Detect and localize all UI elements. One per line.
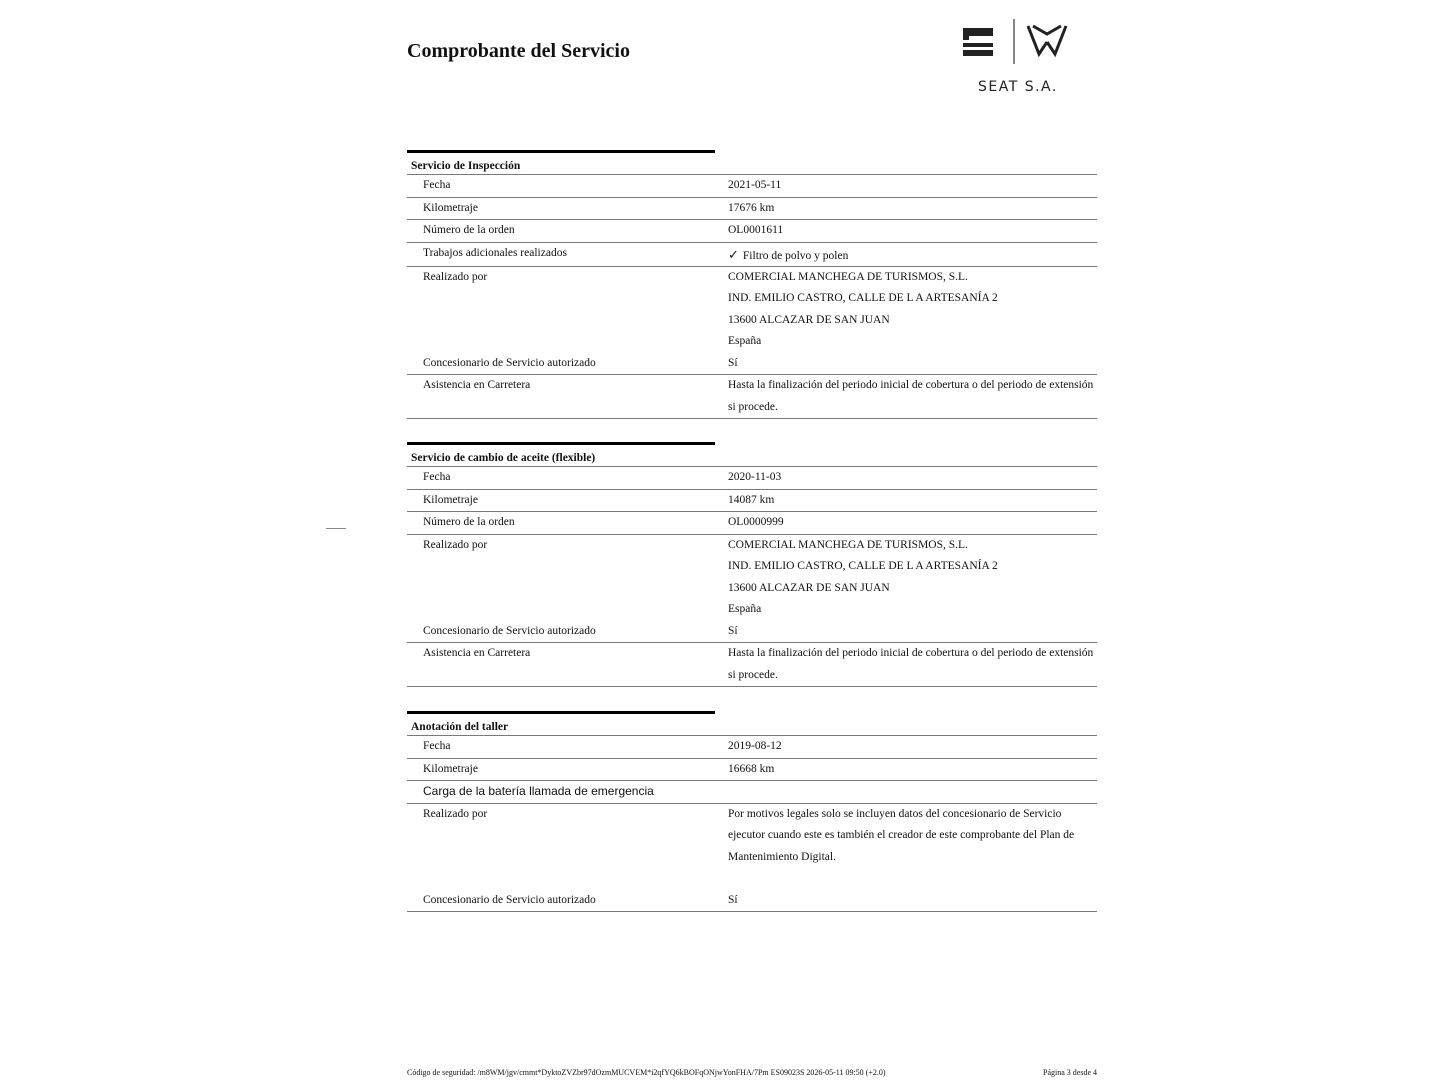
row-value: [728, 267, 1097, 353]
value-line: ejecutor cuando este es también el creador de este comprobante del Plan de: [728, 829, 1075, 841]
brand-logo: [955, 16, 1075, 100]
table-row: [407, 490, 1097, 513]
row-value: OL0001611: [728, 224, 784, 236]
row-value: OL0000999: [728, 516, 784, 528]
address-line: COMERCIAL MANCHEGA DE TURISMOS, S.L.: [728, 538, 968, 551]
table-row: [407, 621, 1097, 644]
row-value: 2020-11-03: [728, 471, 782, 483]
row-label: Realizado por: [423, 270, 488, 283]
row-value: 2019-08-12: [728, 740, 782, 752]
value-line: Hasta la finalización del periodo inicial de cobertura o del periodo de extensión: [728, 647, 1094, 659]
row-value: [728, 375, 1097, 418]
table-row: [407, 804, 1097, 890]
security-code: Código de seguridad: /m8WM/jgv/cmmt*DyktoZVZbr97dOzmMUCVEM*i2qfYQ6kBOFqONjwYonFHA/7Pm ES09023S 2026-05-11 09:50 (+2.0): [407, 1068, 886, 1077]
table-row: [407, 175, 1097, 198]
value-line: Por motivos legales solo se incluyen datos del concesionario de Servicio: [728, 807, 1062, 820]
row-value: Sí: [728, 356, 738, 369]
table-row: [407, 353, 1097, 376]
section-oil-change: [407, 442, 1097, 687]
page-number: Página 3 desde 4: [1043, 1068, 1097, 1077]
row-label: Asistencia en Carretera: [423, 379, 531, 391]
row-label: Número de la orden: [423, 516, 515, 528]
row-value: 14087 km: [728, 493, 775, 506]
additional-work: Filtro de polvo y polen: [742, 249, 849, 262]
row-label: Concesionario de Servicio autorizado: [423, 624, 596, 637]
table-row: [407, 890, 1097, 913]
table-row: [407, 535, 1097, 621]
value-line: Mantenimiento Digital.: [728, 850, 836, 863]
address-line: IND. EMILIO CASTRO, CALLE DE L A ARTESANÍA 2: [728, 292, 998, 304]
table-row: [407, 736, 1097, 759]
seat-logo-icon: [955, 16, 1075, 76]
row-label: Realizado por: [423, 807, 488, 820]
page-title: Comprobante del Servicio: [407, 40, 630, 62]
row-label: Concesionario de Servicio autorizado: [423, 356, 596, 369]
margin-mark: [326, 528, 346, 529]
address-line: IND. EMILIO CASTRO, CALLE DE L A ARTESANÍA 2: [728, 560, 998, 572]
table-row: [407, 643, 1097, 687]
row-label: Carga de la batería llamada de emergencia: [423, 784, 654, 798]
brand-name: SEAT S.A.: [978, 79, 1058, 95]
row-label: Fecha: [423, 179, 451, 191]
row-label: Realizado por: [423, 538, 488, 551]
value-line: Hasta la finalización del periodo inicial de cobertura o del periodo de extensión: [728, 379, 1094, 391]
table-row: [407, 220, 1097, 243]
row-value: Sí: [728, 893, 738, 906]
table-row: [407, 267, 1097, 353]
row-label: Kilometraje: [423, 493, 478, 506]
address-line: España: [728, 603, 762, 615]
row-label: Fecha: [423, 740, 451, 752]
row-value: [728, 643, 1097, 686]
page-footer: [407, 1068, 1097, 1077]
checkmark-icon: ✓: [728, 247, 739, 263]
section-workshop-note: [407, 711, 1097, 912]
row-label: Kilometraje: [423, 201, 478, 214]
value-line: si procede.: [728, 668, 778, 681]
address-line: COMERCIAL MANCHEGA DE TURISMOS, S.L.: [728, 270, 968, 283]
address-line: 13600 ALCAZAR DE SAN JUAN: [728, 581, 890, 594]
row-label: Kilometraje: [423, 762, 478, 775]
table-row: [407, 198, 1097, 221]
row-value: 17676 km: [728, 201, 775, 214]
row-value: [728, 243, 1097, 266]
value-line: si procede.: [728, 400, 778, 413]
row-label: Trabajos adicionales realizados: [423, 246, 567, 259]
row-label: Número de la orden: [423, 224, 515, 236]
row-value: 16668 km: [728, 762, 775, 775]
row-label: Concesionario de Servicio autorizado: [423, 893, 596, 906]
table-row: [407, 243, 1097, 267]
section-heading: Servicio de cambio de aceite (flexible): [407, 442, 715, 466]
row-label: Fecha: [423, 471, 451, 483]
section-inspection: [407, 150, 1097, 419]
table-row: [407, 467, 1097, 490]
table-row: [407, 781, 1097, 804]
row-value: [728, 535, 1097, 621]
address-line: España: [728, 335, 762, 347]
section-heading: Anotación del taller: [407, 711, 715, 735]
table-row: [407, 512, 1097, 535]
section-heading: Servicio de Inspección: [407, 150, 715, 174]
table-row: [407, 759, 1097, 782]
row-value: 2021-05-11: [728, 179, 782, 191]
row-value: [728, 804, 1097, 890]
row-label: Asistencia en Carretera: [423, 647, 531, 659]
row-value: Sí: [728, 624, 738, 637]
table-row: [407, 375, 1097, 419]
address-line: 13600 ALCAZAR DE SAN JUAN: [728, 313, 890, 326]
